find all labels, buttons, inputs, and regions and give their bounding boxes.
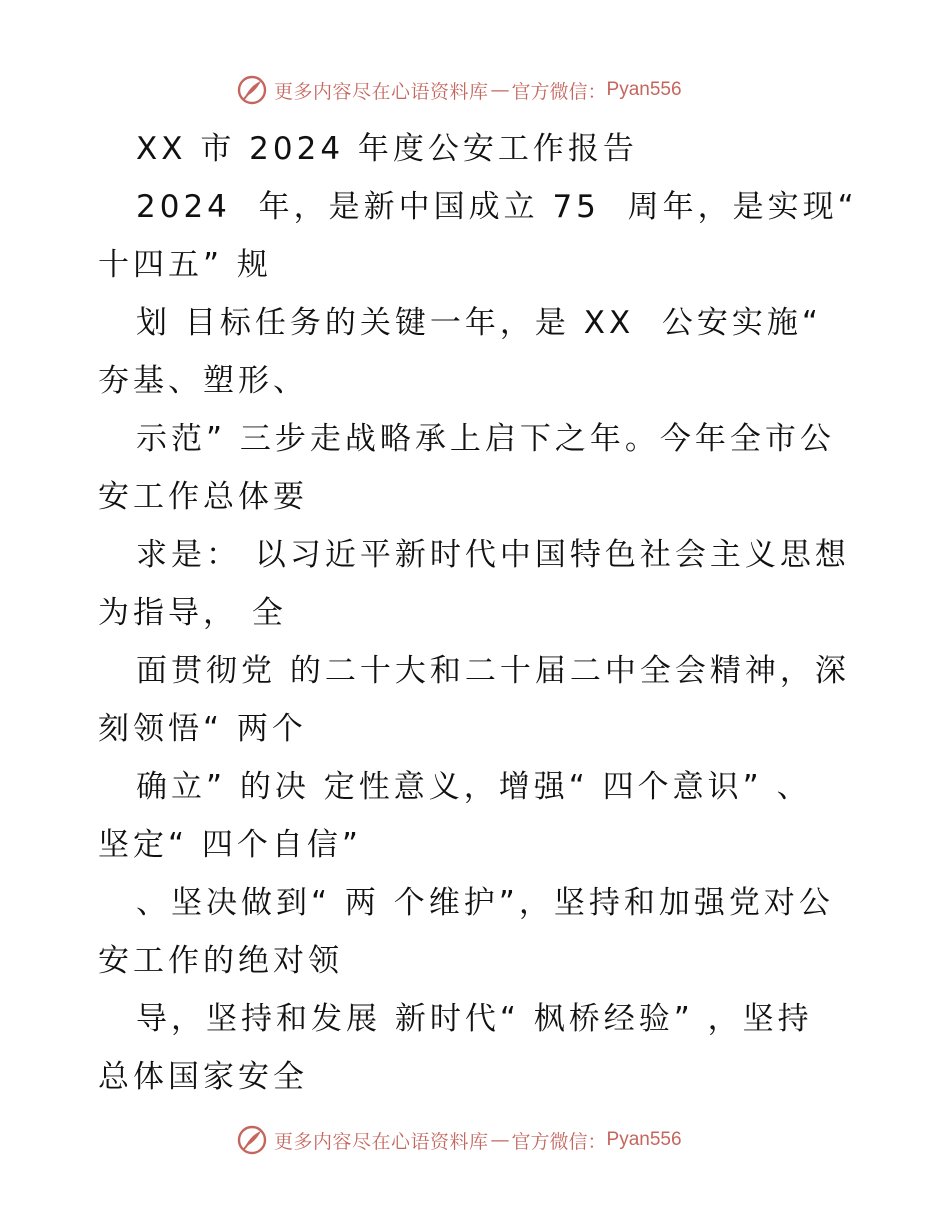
watermark-header bbox=[236, 72, 716, 108]
text-line: 求是： 以习近平新时代中国特色社会主义思想 bbox=[136, 537, 850, 573]
watermark-separator: — bbox=[490, 1129, 510, 1151]
watermark-wechat-id: Pyan556 bbox=[606, 1129, 682, 1150]
text-line: 安工作的绝对领 bbox=[98, 943, 343, 979]
quill-logo-icon bbox=[236, 74, 268, 106]
watermark-separator: — bbox=[490, 79, 510, 101]
watermark-text: 更多内容尽在心语资料库 bbox=[274, 80, 489, 103]
text-line: 确立” 的决 定性意义，增强“ 四个意识” 、 bbox=[136, 769, 812, 805]
text-line: 夯基、塑形、 bbox=[98, 363, 308, 399]
watermark-text: 更多内容尽在心语资料库 bbox=[274, 1130, 489, 1153]
text-line: 总体国家安全 bbox=[98, 1059, 308, 1095]
watermark-wechat-label: 官方微信： bbox=[511, 1130, 607, 1153]
text-line: 为指导， 全 bbox=[98, 595, 287, 631]
text-line: 刻领悟“ 两个 bbox=[98, 711, 307, 747]
watermark-wechat-label: 官方微信： bbox=[511, 80, 607, 103]
watermark-wechat-id: Pyan556 bbox=[606, 79, 682, 100]
text-line: 导，坚持和发展 新时代“ 枫桥经验” ，坚持 bbox=[136, 1001, 813, 1037]
watermark-footer bbox=[236, 1122, 716, 1158]
quill-logo-icon bbox=[236, 1124, 268, 1156]
document-title: XX 市 2024 年度公安工作报告 bbox=[136, 131, 638, 167]
text-line: 面贯彻党 的二十大和二十届二中全会精神，深 bbox=[136, 653, 850, 689]
document-body bbox=[98, 120, 858, 1106]
text-line: 示范” 三步走战略承上启下之年。今年全市公 bbox=[136, 421, 835, 457]
text-line: 、坚决做到“ 两 个维护”，坚持和加强党对公 bbox=[136, 885, 834, 921]
text-line: 安工作总体要 bbox=[98, 479, 308, 515]
text-line: 坚定“ 四个自信” bbox=[98, 827, 362, 863]
text-line: 2024 年，是新中国成立 75 周年，是实现“ bbox=[136, 189, 858, 225]
text-line: 十四五” 规 bbox=[98, 247, 272, 283]
text-line: 划 目标任务的关键一年，是 XX 公安实施“ bbox=[136, 305, 822, 341]
